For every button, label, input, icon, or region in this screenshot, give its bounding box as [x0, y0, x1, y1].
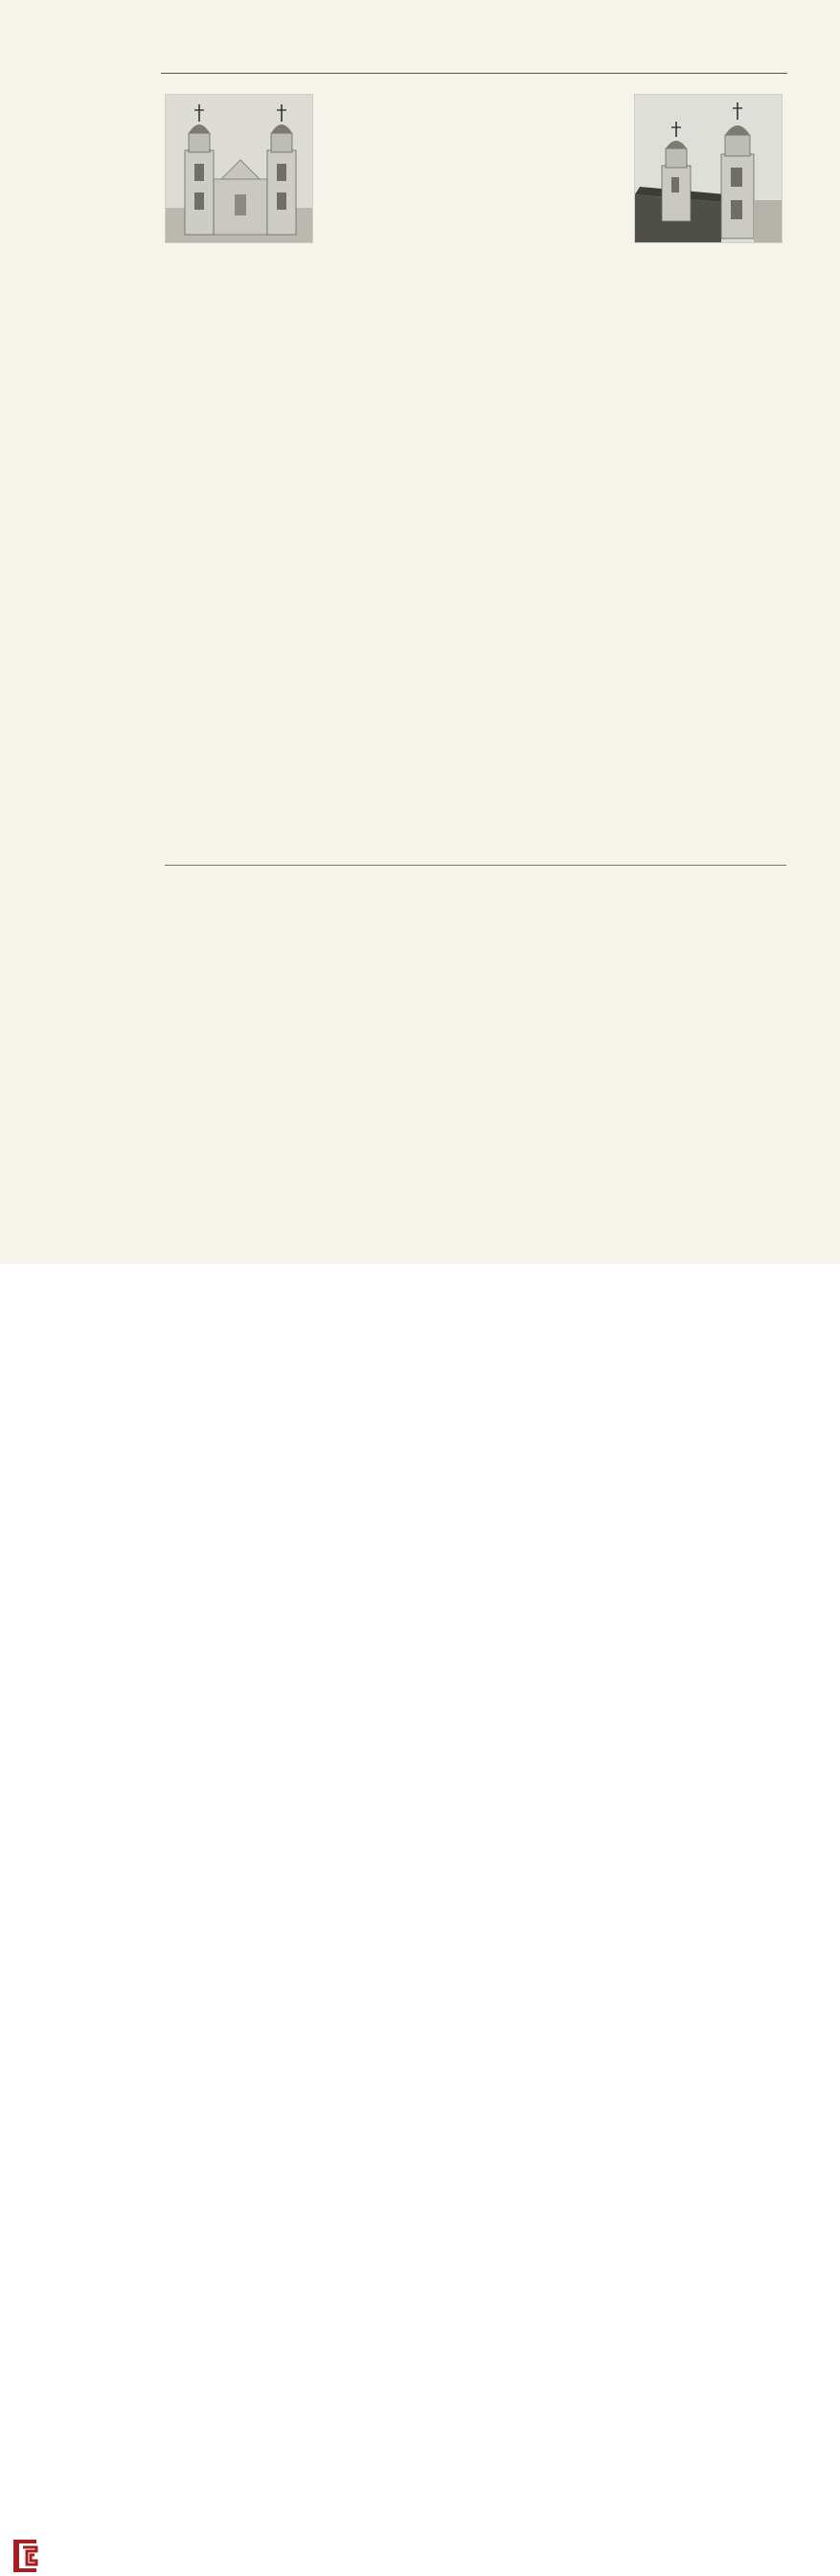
text-line — [341, 290, 611, 311]
text-line — [341, 158, 611, 179]
viewer-footer — [0, 1264, 840, 1320]
text-line — [341, 136, 611, 157]
text-line — [341, 312, 611, 333]
running-header — [161, 52, 787, 74]
text-line — [341, 268, 611, 289]
footnote-rule — [165, 865, 786, 866]
text-line — [341, 180, 611, 201]
figure-17-photo — [634, 94, 783, 243]
text-line — [341, 224, 611, 245]
text-line — [341, 114, 611, 135]
figure-16-photo — [165, 94, 313, 243]
text-line — [341, 202, 611, 223]
church-two-towers-photo-icon — [166, 95, 312, 242]
church-towers-photo-icon — [635, 95, 782, 242]
university-library-logo-icon — [8, 2536, 42, 2576]
text-line — [341, 92, 611, 113]
scanned-page — [0, 0, 840, 1264]
text-line — [341, 246, 611, 267]
